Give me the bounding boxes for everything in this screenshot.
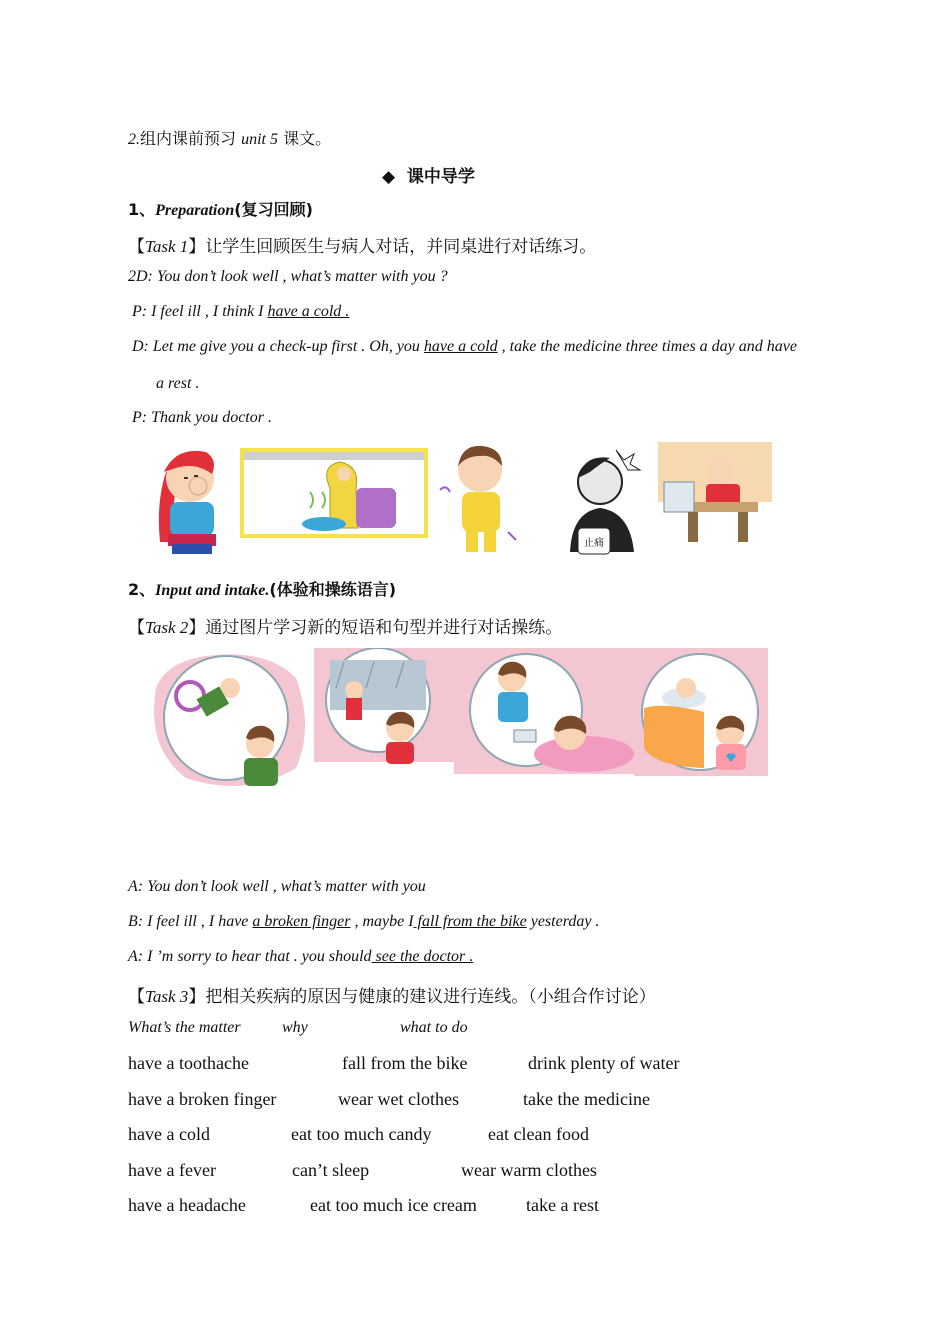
preview-instruction	[128, 126, 331, 149]
part1-heading	[128, 197, 313, 220]
boy-stomachache-illustration	[436, 440, 520, 558]
dialog1-line4: a rest .	[156, 375, 200, 392]
task1-text: 让学生回顾医生与病人对话，并同桌进行对话练习。	[205, 237, 597, 257]
why-cell: wear wet clothes	[338, 1089, 459, 1109]
advice-cell: drink plenty of water	[528, 1053, 680, 1073]
part2-heading	[128, 577, 396, 600]
task3-line	[128, 982, 656, 1007]
section-title-text: 课中导学	[406, 167, 475, 187]
matter-cell: have a cold	[128, 1124, 210, 1144]
item-number: 2.	[128, 131, 140, 148]
bracket-left: 【	[128, 237, 145, 257]
dialog1-line1: 2D: You don’t look well , what’s matter with you ?	[128, 268, 448, 285]
dialog1-line5: P: Thank you doctor .	[132, 409, 272, 426]
bracket-right: 】	[188, 987, 206, 1007]
dialog-text: D: Let me give you a check-up first . Oh, you	[132, 338, 424, 355]
dialog-text: P: I feel ill , I think I	[132, 303, 268, 320]
diamond-bullet-icon: ◆	[382, 167, 396, 187]
underlined-phrase: a broken finger	[252, 913, 351, 930]
task2-text: 通过图片学习新的短语和句型并进行对话操练。	[205, 618, 563, 638]
headache-man-illustration	[560, 442, 654, 558]
advice-cell: take a rest	[526, 1195, 599, 1215]
dialog-text: , take the medicine three times a day and have	[497, 338, 797, 355]
dialog-text: , maybe I	[350, 913, 414, 930]
task3-text: 把相关疾病的原因与健康的建议进行连线。（小组合作讨论）	[205, 987, 656, 1007]
why-cell: fall from the bike	[342, 1053, 468, 1073]
underlined-phrase: fall from the bike	[413, 913, 527, 930]
dialog-text: yesterday .	[526, 913, 600, 930]
dialog1-line3	[132, 338, 797, 356]
task3-label: Task 3	[145, 987, 189, 1006]
matter-cell: have a headache	[128, 1195, 246, 1215]
headache-in-bed-illustration	[634, 648, 768, 776]
column-headers	[128, 1019, 628, 1039]
bracket-left: 【	[128, 618, 145, 638]
part1-english: Preparation	[155, 202, 235, 219]
sick-in-bed-drinking-illustration	[454, 648, 634, 774]
dialog2-line3	[128, 948, 473, 966]
dialog2-line2	[128, 913, 599, 931]
matter-cell: have a toothache	[128, 1053, 249, 1073]
part2-chinese: (体验和操练语言)	[269, 580, 397, 599]
fever-steam-illustration	[240, 448, 428, 538]
unit-name: unit 5	[241, 131, 278, 148]
underlined-phrase: have a cold .	[267, 303, 350, 320]
task1-line	[128, 232, 596, 257]
advice-cell: take the medicine	[523, 1089, 650, 1109]
part2-number: 2、	[128, 580, 156, 599]
wet-clothes-illustration	[314, 648, 454, 774]
dialog1-line2	[132, 303, 349, 321]
underlined-phrase: have a cold	[423, 338, 498, 355]
task1-label: Task 1	[145, 237, 189, 256]
instruction-text: 组内课前预习	[140, 129, 242, 148]
matter-cell: have a broken finger	[128, 1089, 277, 1109]
dialog2-line1: A: You don’t look well , what’s matter with you	[128, 878, 426, 895]
header-matter: What’s the matter	[128, 1019, 241, 1036]
bracket-left: 【	[128, 987, 145, 1007]
header-what-to-do: what to do	[400, 1019, 468, 1036]
bracket-right: 】	[188, 618, 206, 638]
dialog-text: A: I ’m sorry to hear that . you should	[128, 948, 372, 965]
instruction-text-end: 课文。	[277, 129, 332, 148]
why-cell: eat too much candy	[291, 1124, 432, 1144]
task2-label: Task 2	[145, 618, 189, 637]
section-title	[382, 162, 475, 187]
advice-cell: eat clean food	[488, 1124, 589, 1144]
girl-toothache-illustration	[146, 442, 234, 556]
fall-from-bike-illustration	[146, 648, 314, 788]
part2-english: Input and intake.	[155, 582, 270, 599]
bracket-right: 】	[188, 237, 206, 257]
task2-line	[128, 613, 562, 638]
why-cell: eat too much ice cream	[310, 1195, 477, 1215]
part1-chinese: (复习回顾)	[234, 200, 313, 219]
why-cell: can’t sleep	[292, 1160, 370, 1180]
underlined-phrase: see the doctor .	[371, 948, 474, 965]
matter-cell: have a fever	[128, 1160, 216, 1180]
painkiller-label: 止痛	[584, 538, 604, 549]
tired-at-desk-illustration	[658, 442, 772, 550]
header-why: why	[282, 1019, 308, 1036]
part1-number: 1、	[128, 200, 156, 219]
dialog-text: B: I feel ill , I have	[128, 913, 253, 930]
advice-cell: wear warm clothes	[461, 1160, 597, 1180]
